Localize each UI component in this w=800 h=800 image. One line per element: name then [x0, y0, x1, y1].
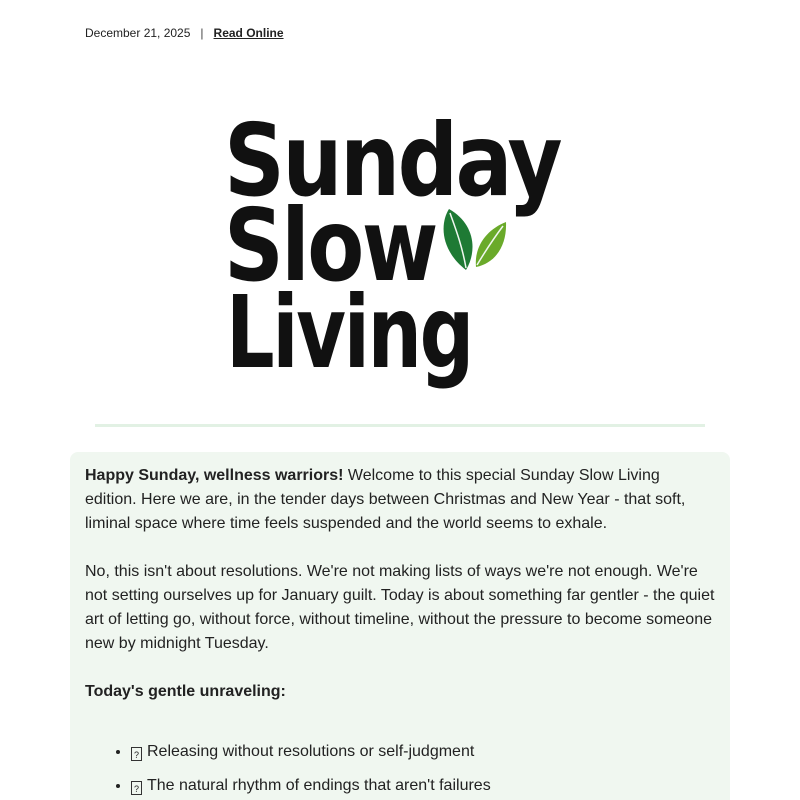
intro-greeting: Happy Sunday, wellness warriors! [85, 467, 344, 484]
content-card [70, 452, 730, 800]
logo-line-slow: Slow [224, 187, 436, 304]
list-item [131, 740, 715, 764]
body-paragraph: No, this isn't about resolutions. We're not making lists of ways we're not enough. We're not setting ourselves up for January guilt. Today is about something far gentler - the quiet art of letting go, without force, without timeline, without the pressure to become someone new by midnight Tuesday. [85, 563, 715, 652]
list-item-text: Releasing without resolutions or self-judgment [147, 743, 475, 760]
read-online-link[interactable]: Read Online [213, 26, 284, 40]
logo-line-living: Living [226, 274, 472, 391]
header-separator: | [200, 26, 204, 40]
section-subheading: Today's gentle unraveling: [85, 683, 286, 700]
list-item-text: The natural rhythm of endings that aren't failures [147, 777, 491, 794]
logo [0, 105, 800, 405]
emoji-placeholder-icon: ? [131, 747, 142, 761]
header-bar [85, 26, 284, 40]
intro-paragraph [85, 464, 715, 536]
logo-line-sunday: Sunday [224, 105, 562, 219]
section-divider [95, 424, 705, 427]
topics-list [85, 740, 715, 798]
list-item [131, 774, 715, 798]
intro-text: Welcome to this special Sunday Slow Living edition. Here we are, in the tender days between Christmas and New Year - that soft, liminal space where time feels suspended and the world seems to exhale. [85, 467, 686, 532]
emoji-placeholder-icon: ? [131, 781, 142, 795]
issue-date: December 21, 2025 [85, 26, 191, 40]
